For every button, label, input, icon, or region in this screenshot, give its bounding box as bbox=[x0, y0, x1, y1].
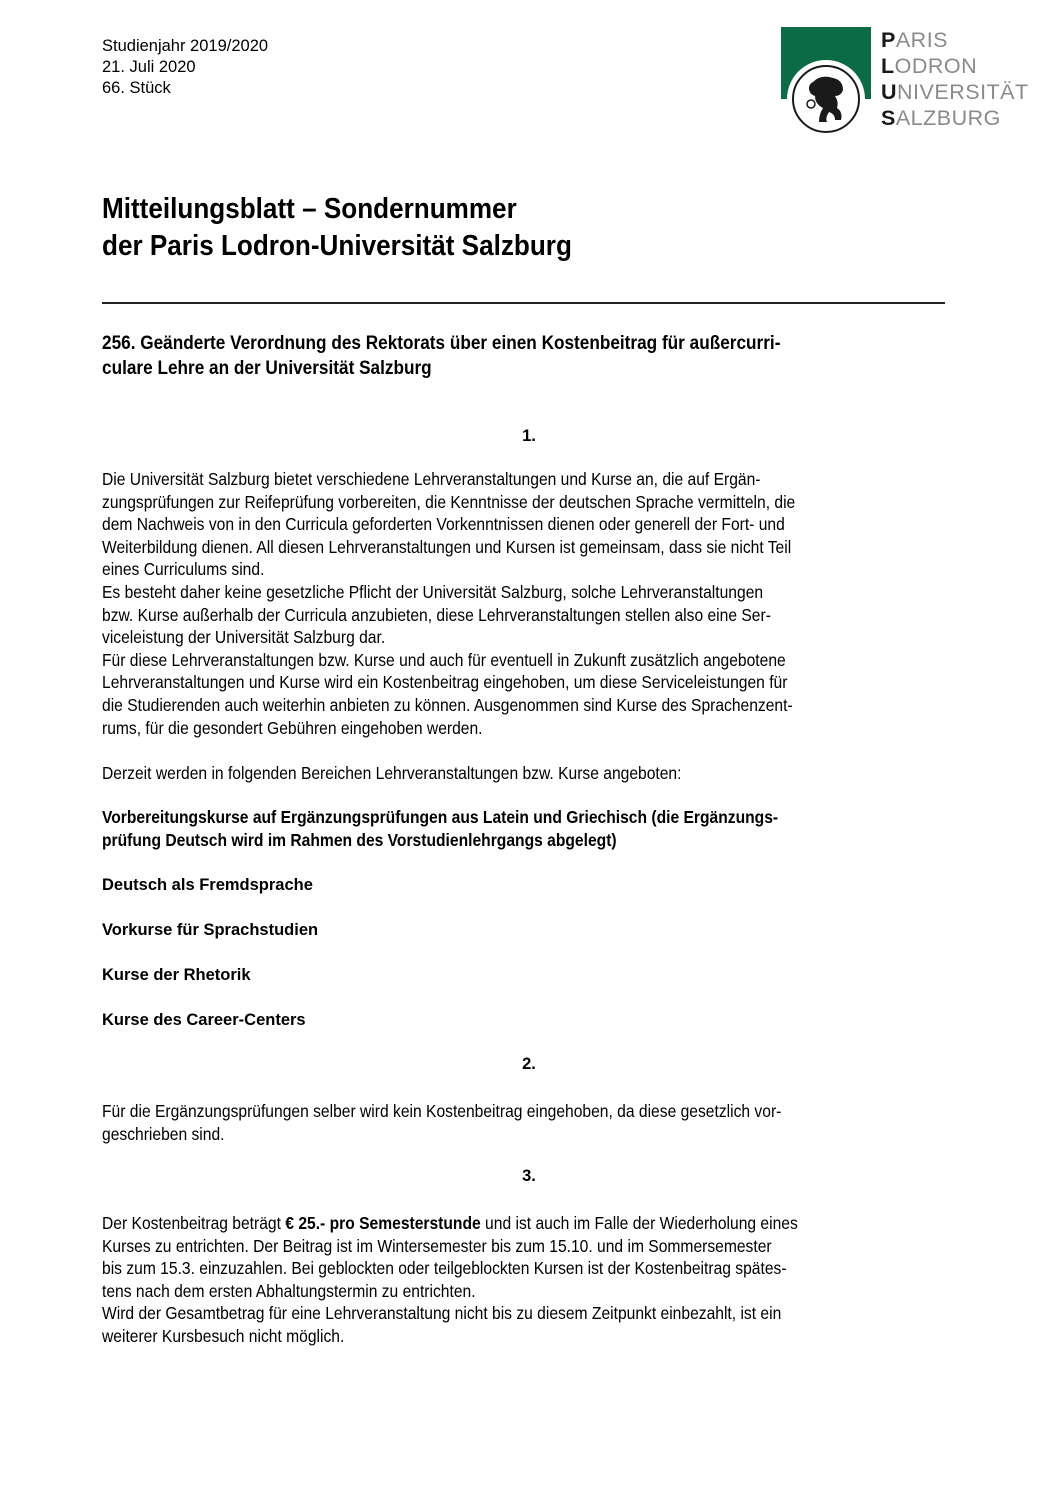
course-item: Vorkurse für Sprachstudien bbox=[102, 921, 319, 939]
logo-wordmark: PARIS LODRON UNIVERSITÄT SALZBURG bbox=[881, 28, 1029, 130]
course-item-latin-greek: Vorbereitungskurse auf Ergänzungsprüfungen aus Latein und Griechisch (die Ergänzungs- prüfung Deutsch wird im Rahmen des Vorstudienlehrgangs abgelegt) bbox=[102, 807, 779, 850]
issue-number: 66. Stück bbox=[102, 79, 171, 97]
page-title: Mitteilungsblatt – Sondernummer der Paris Lodron-Universität Salzburg bbox=[102, 193, 572, 262]
section-2-body: Für die Ergänzungsprüfungen selber wird kein Kostenbeitrag eingehoben, da diese gesetzlich vor- geschrieben sind. bbox=[102, 1101, 782, 1144]
section-3-body: Der Kostenbeitrag beträgt € 25.- pro Semesterstunde und ist auch im Falle der Wiederholung eines Kurses zu entrichten. Der Beitrag ist im Wintersemester bis zum 15.10. und im Sommersemester bis zum 15.3. einzuzahlen. Bei geblockten oder teilgeblockten Kursen ist der Kostenbeitrag spätes- tens nach dem ersten Abhaltungstermin zu entrichten. Wird der Gesamtbetrag für eine Lehrveranstaltung nicht bis zu diesem Zeitpunkt einbezahlt, ist ein weiterer Kursbesuch nicht möglich. bbox=[102, 1213, 798, 1346]
issue-date: 21. Juli 2020 bbox=[102, 58, 196, 76]
section-2-number: 2. bbox=[522, 1055, 536, 1073]
section-1-number: 1. bbox=[522, 427, 536, 445]
regulation-heading: 256. Geänderte Verordnung des Rektorats über einen Kostenbeitrag für außercurri- culare Lehre an der Universität Salzburg bbox=[102, 333, 781, 379]
course-item: Kurse des Career-Centers bbox=[102, 1011, 306, 1029]
academic-year: Studienjahr 2019/2020 bbox=[102, 37, 269, 55]
issue-meta bbox=[102, 36, 268, 99]
section-1-body: Die Universität Salzburg bietet verschiedene Lehrveranstaltungen und Kurse an, die auf Ergän- zungsprüfungen zur Reifeprüfung vorbereiten, die Kenntnisse der deutschen Sprache vermitteln, die dem Nachweis von in den Curricula geforderten Vorkenntnissen dienen oder generell der Fort- und Weiterbildung dienen. All diesen Lehrveranstaltungen und Kursen ist gemeinsam, dass sie nicht Teil eines Curriculums sind. Es besteht daher keine gesetzliche Pflicht der Universität Salzburg, solche Lehrveranstaltungen bzw. Kurse außerhalb der Curricula anzubieten, diese Lehrveranstaltungen stellen also eine Ser- viceleistung der Universität Salzburg dar. Für diese Lehrveranstaltungen bzw. Kurse und auch für eventuell in Zukunft zusätzlich angebotene Lehrveranstaltungen und Kurse wird ein Kostenbeitrag eingehoben, um diese Serviceleistungen für die Studierenden auch weiterhin anbieten zu können. Ausgenommen sind Kurse des Sprachenzent- rums, für die gesondert Gebühren eingehoben werden. bbox=[102, 469, 796, 738]
section-3-number: 3. bbox=[522, 1167, 536, 1185]
title-divider bbox=[102, 302, 945, 304]
course-item: Deutsch als Fremdsprache bbox=[102, 876, 313, 894]
university-seal-icon bbox=[791, 64, 861, 134]
university-logo bbox=[781, 27, 1043, 137]
fee-amount: € 25.- pro Semesterstunde bbox=[285, 1213, 481, 1233]
course-item: Kurse der Rhetorik bbox=[102, 966, 251, 984]
courses-intro: Derzeit werden in folgenden Bereichen Lehrveranstaltungen bzw. Kurse angeboten: bbox=[102, 763, 682, 783]
